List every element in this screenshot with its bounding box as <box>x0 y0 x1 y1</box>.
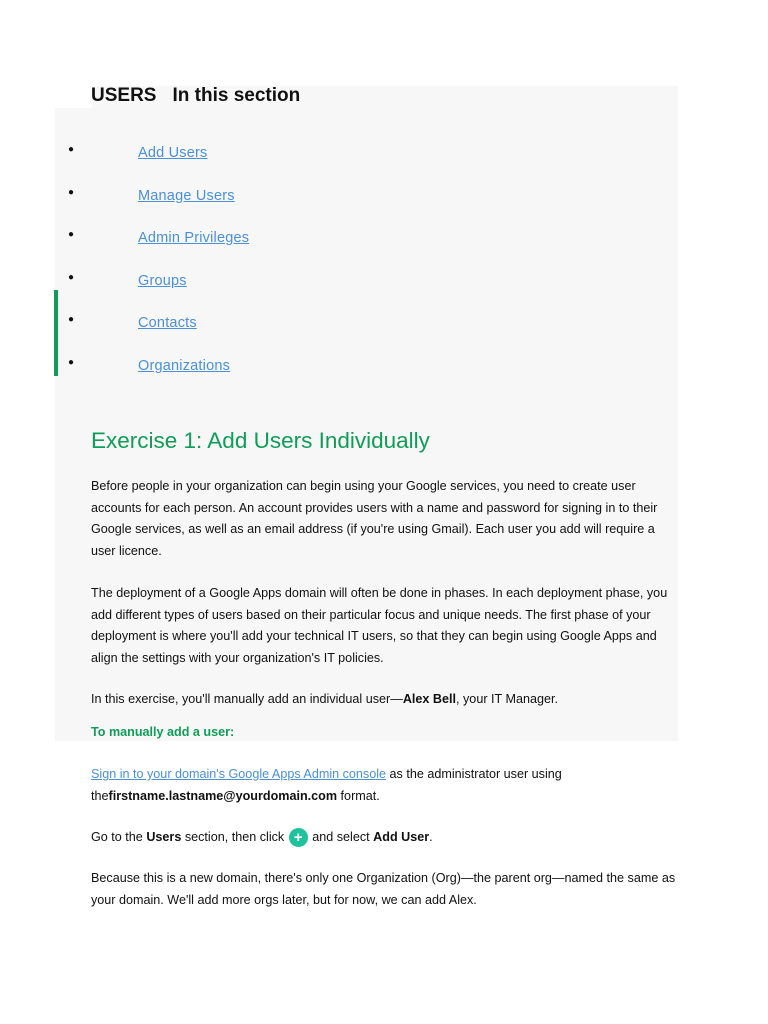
intro-paragraph: Before people in your organization can begin using your Google services, you need to create user accounts for each person. An account provides users with a name and password for signing in to their Google services, as well as an email address (if you're using Gmail). Each user you add will require a user licence. <box>91 479 658 558</box>
exercise-title: Exercise 1: Add Users Individually <box>91 428 430 453</box>
section-label: USERS <box>91 85 157 106</box>
bullet-dot-icon: ● <box>68 186 75 198</box>
step-sign-in: Sign in to your domain's Google Apps Admin console as the administrator user using thefirstname.lastname@yourdomain.com format. <box>91 767 562 803</box>
toc-link-contacts[interactable]: Contacts <box>138 315 197 332</box>
bullet-dot-icon: ● <box>68 271 75 283</box>
bullet-dot-icon: ● <box>68 229 75 241</box>
bullet-dot-icon: ● <box>68 314 75 326</box>
bullet-dot-icon: ● <box>68 144 75 155</box>
step-add-user: Go to the Users section, then click + and select Add User. <box>91 829 433 846</box>
section-subtitle: In this section <box>172 85 301 106</box>
section-heading <box>91 85 300 107</box>
toc-link-organizations[interactable]: Organizations <box>138 357 231 374</box>
admin-console-link[interactable]: Sign in to your domain's Google Apps Admin console <box>91 767 387 781</box>
active-indicator-bar <box>54 290 58 376</box>
org-paragraph: Because this is a new domain, there's only one Organization (Org)—the parent org—named the same as your domain. We'll add more orgs later, but for now, we can add Alex. <box>91 871 676 907</box>
toc-link-add-users[interactable]: Add Users <box>138 145 208 161</box>
user-name: Alex Bell <box>402 692 457 706</box>
bullet-dot-icon: ● <box>68 356 75 368</box>
toc-link-groups[interactable]: Groups <box>138 272 187 289</box>
plus-circle-icon: + <box>289 828 308 847</box>
toc-link-manage-users[interactable]: Manage Users <box>138 187 235 204</box>
exercise-paragraph: In this exercise, you'll manually add an individual user—Alex Bell, your IT Manager. <box>91 692 558 706</box>
deployment-paragraph: The deployment of a Google Apps domain will often be done in phases. In each deployment phase, you add different types of users based on their particular focus and unique needs. The first phase of your deployment is where you'll add your technical IT users, so that they can begin using Google Apps and align the settings with your organization's IT policies. <box>91 586 668 665</box>
email-format: firstname.lastname@yourdomain.com <box>108 788 338 803</box>
toc-link-admin-privileges[interactable]: Admin Privileges <box>138 230 250 247</box>
steps-subheading: To manually add a user: <box>91 725 235 739</box>
